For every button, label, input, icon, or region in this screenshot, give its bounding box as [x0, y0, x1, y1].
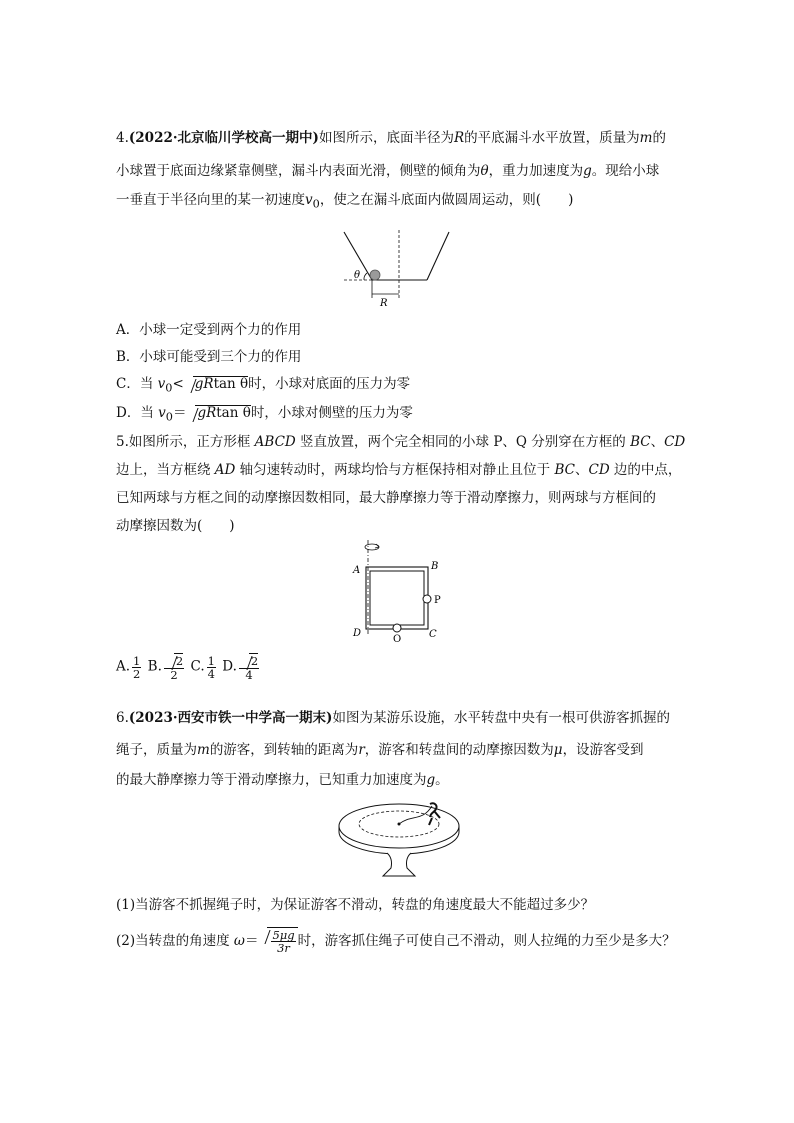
q6-source: (2023·西安市铁一中学高一期末) [128, 710, 333, 726]
square-frame-figure [350, 538, 450, 642]
q5-line-2: 边上，当方框绕 AD 轴匀速转动时，两球均恰与方框保持相对静止且位于 BC、CD 边的中点， [116, 462, 682, 478]
ball [370, 270, 380, 280]
q5-line-4: 动摩擦因数为( ) [116, 518, 235, 534]
q6-line-1: 6.(2023·西安市铁一中学高一期末)如图为某游乐设施，水平转盘中央有一根可供游客抓握的 [116, 710, 670, 726]
fraction: $\frac{1}{2}$ [133, 653, 141, 681]
funnel-figure [330, 228, 460, 310]
sqrt-expression [267, 927, 297, 954]
q4-line-1: 4.(2022·北京临川学校高一期中)如图所示，底面半径为R的平底漏斗水平放置，质量为m的 [116, 130, 666, 146]
frame-outer [366, 567, 428, 629]
sqrt-expression: gRtan θ [194, 376, 249, 392]
ball-p [423, 595, 431, 603]
svg-text:Q: Q [393, 634, 402, 642]
svg-text:D: D [353, 628, 362, 639]
fig-r-label: R [380, 298, 388, 309]
fraction: $\frac{2}{2}$ [164, 653, 184, 681]
fraction: $\frac{5\mu g}{3r}$ [272, 928, 295, 955]
q5-options: A. $\frac{1}{2}$ B. $\frac{2}{2}$ C. $\frac{1}{4}$ D. $\frac{2}{4}$ [116, 653, 259, 682]
turntable-figure [337, 796, 463, 880]
q4-option-b: B．小球可能受到三个力的作用 [116, 349, 302, 365]
ball-q [393, 624, 401, 632]
q4-option-c: C．当 $v_0< gRtan$ θ时，小球对底面的压力为零 [116, 376, 411, 395]
q6-sub-1: (1)当游客不抓握绳子时，为保证游客不滑动，转盘的角速度最大不能超过多少？ [116, 897, 595, 913]
q5-line-1: 5.如图所示，正方形框 ABCD 竖直放置，两个完全相同的小球 P、Q 分别穿在方框的 BC、CD [116, 434, 686, 450]
fraction: $\frac{2}{4}$ [239, 653, 259, 681]
q6-line-2: 绳子，质量为m的游客，到转轴的距离为r，游客和转盘间的动摩擦因数为μ，设游客受到 [116, 742, 644, 758]
q4-option-a: A．小球一定受到两个力的作用 [116, 322, 302, 338]
q4-source: (2022·北京临川学校高一期中) [128, 130, 319, 146]
svg-text:C: C [429, 629, 437, 640]
q4-option-d: D．当 $v_0= gRtan$ θ时，小球对侧壁的压力为零 [116, 405, 413, 424]
q4-number: 4. [116, 130, 129, 146]
q6-line-3: 的最大静摩擦力等于滑动摩擦力，已知重力加速度为g。 [116, 772, 449, 788]
q6-number: 6. [116, 710, 129, 726]
q4-line-3: 一垂直于半径向里的某一初速度$v_0$，使之在漏斗底面内做圆周运动，则( ) [116, 192, 574, 211]
q4-line-2: 小球置于底面边缘紧靠侧壁，漏斗内表面光滑，侧壁的倾角为θ，重力加速度为g。现给小球 [116, 163, 660, 179]
svg-text:B: B [431, 561, 439, 572]
q5-line-3: 已知两球与方框之间的动摩擦因数相同，最大静摩擦力等于滑动摩擦力，则两球与方框间的 [116, 490, 656, 506]
fraction: $\frac{1}{4}$ [207, 653, 215, 681]
q6-sub-2: (2)当转盘的角速度 ω＝ $\frac{5\mu g}{3r}$ 时，游客抓住绳子可使自己不滑动，则人拉绳的力至少是多大？ [116, 928, 676, 955]
fig-theta-label: θ [354, 270, 361, 281]
svg-text:P: P [434, 595, 441, 606]
sqrt-expression: gRtan θ [197, 405, 251, 421]
frame-inner [370, 571, 424, 625]
svg-text:A: A [353, 565, 361, 576]
